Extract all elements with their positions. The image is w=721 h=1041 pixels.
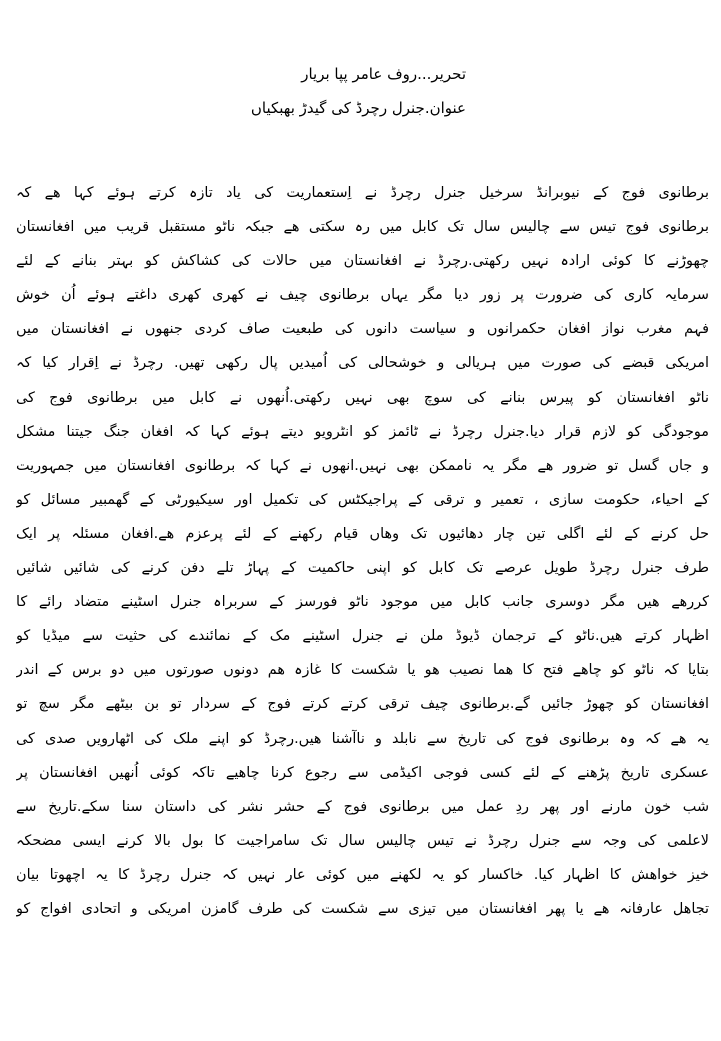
body-line: و جاں گسل تو ضرور ھے مگر یہ ناممکن بھی نہیں.انھوں نے کہا کہ برطانوی افغانستان میں جمہوریت [16,457,709,474]
article-title: عنوان.جنرل رچرڈ کی گیدڑ بھبکیاں [250,99,466,117]
body-line: کررھے ھیں مگر دوسری جانب کابل میں موجود ناٹو فورسز کے سربراہ جنرل اسٹینے متضاد رائے کا [16,594,709,611]
body-line: طرف جنرل رچرڈ طویل عرصے تک کابل کو اپنی حاکمیت کے پہاڑ تلے دفن کرنے کی شائیں شائیں [16,560,709,577]
body-line: موجودگی کو لازم قرار دیا.جنرل رچرڈ نے ٹائمز کو انٹرویو دیتے ہوئے کہا کہ افغان جنگ جیتنا مشکل [16,423,709,440]
body-line: حل کرنے کے لئے اگلی تین چار دھائیوں تک وھاں قیام رکھنے کے لئے پرعزم ھے.افغان مسئلہ پر ایک [16,525,709,542]
body-line: عسکری تاریخ پڑھنے کے لئے کسی فوجی اکیڈمی سے رجوع کرنا چاھیے تاکہ کوئی اُنھیں افغانستان پر [16,764,709,781]
body-line: بتایا کہ ناٹو کو چاھے فتح کا ھما نصیب ھو یا شکست کا غازہ ھم دونوں صورتوں میں دو برس کے اندر [16,662,709,679]
body-line: چھوڑنے کا کوئی ارادہ نہیں رکھتی.رچرڈ نے افغانستان میں حالات کی کشاکش کو بہتر بنانے کے لئے [16,253,709,270]
body-line: تجاھل عارفانہ ھے یا پھر افغانستان میں تیزی سے شکست کی طرف گامزن امریکی و اتحادی افواج کو [16,900,709,917]
body-line: ناٹو افغانستان کو پیرس بنانے کی سوچ بھی نہیں رکھتی.اُنھوں نے کابل میں برطانوی فوج کی [16,389,709,406]
body-line: اظہار کرتے ھیں.ناٹو کے ترجمان ڈیوڈ ملن نے جنرل اسٹینے مک کے نمائندے کی حثیت سے میڈیا کو [16,628,709,645]
body-line: خیز خواھش کا اظہار کیا. خاکسار کو یہ لکھنے میں کوئی عار نہیں کہ جنرل رچرڈ کا یہ اچھوتا بیان [16,866,709,883]
body-line: لاعلمی کی وجہ سے جنرل رچرڈ نے تیس چالیس سال تک سامراجیت کا بول بالا کرنے ایسی مضحکہ [16,832,709,849]
article-body [16,176,709,926]
body-line: کے احیاء، حکومت سازی ، تعمیر و ترقی کے پراجیکٹس کی تکمیل اور سیکیورٹی کے گھمبیر مسائل کو [16,491,709,508]
body-line: شب خون مارنے اور پھر ردِ عمل میں برطانوی فوج کے حشر نشر کی داستان سنا سکے.تاریخ سے [16,798,709,815]
body-line: فہم مغرب نواز افغان حکمرانوں و سیاست دانوں کی طبعیت صاف کردی جنھوں نے افغانستان میں [16,321,709,338]
body-line: امریکی قبضے کی صورت میں ہریالی و خوشحالی کی اُمیدیں پال رکھی تھیں. رچرڈ نے اِقرار کیا کہ [16,355,709,372]
author-line: تحریر...روف عامر پپا بریار [301,65,466,83]
body-line: برطانوی فوج تیس سے چالیس سال تک کابل میں رہ سکتی ھے جبکہ ناٹو مستقبل قریب میں افغانستان [16,219,709,236]
body-line: افغانستان کو چھوڑ جائیں گے.برطانوی چیف ترقی کرتے کرتے فوج کے سردار تو بن بیٹھے مگر سچ تو [16,696,709,713]
body-line: یہ ھے کہ وہ برطانوی فوج کی تاریخ سے نابلد و ناآشنا ھیں.رچرڈ کو اپنے ملک کی اٹھارویں صدی کی [16,730,709,747]
body-line: سرمایہ کاری کی ضرورت پر زور دیا مگر یہاں برطانوی چیف نے کھری کھری داغتے ہوئے اُن خوش [16,287,709,304]
body-line: برطانوی فوج کے نیوبرانڈ سرخیل جنرل رچرڈ نے اِستعماریت کی یاد تازہ کرتے ہوئے کہا ھے کہ [16,185,709,201]
